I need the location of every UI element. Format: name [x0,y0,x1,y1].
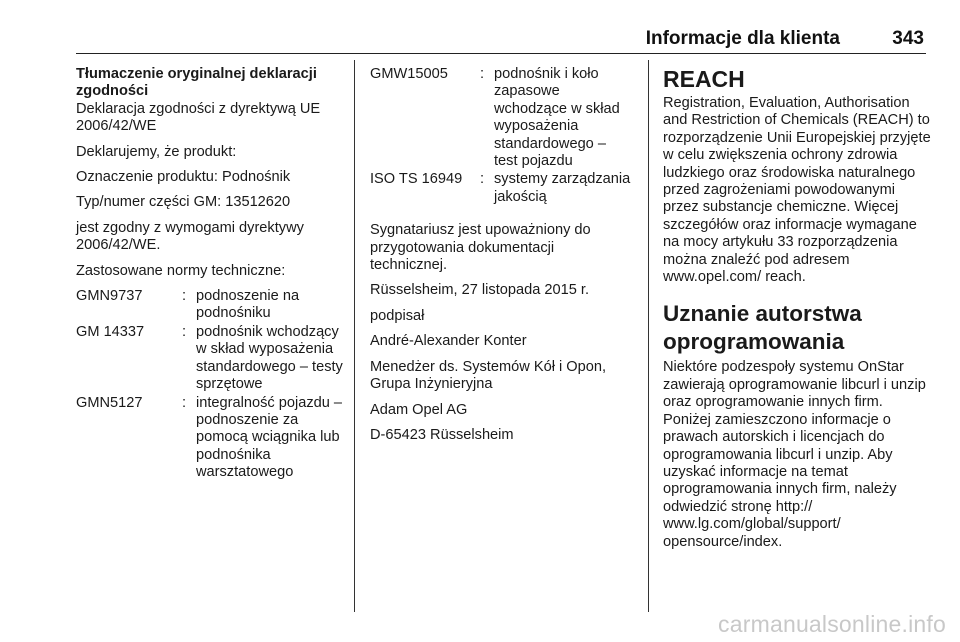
standard-code: GM 14337 [76,323,145,340]
standard-row [76,288,348,323]
directive-intro: Deklaracja zgodności z dyrektywą UE 2006/42/WE [76,100,321,135]
standard-code: GMN9737 [76,288,143,305]
part-number: Typ/numer części GM: 13512620 [76,194,291,211]
standard-row [370,66,632,170]
standards-label: Zastosowane normy techniczne: [76,262,286,279]
colon: : [480,66,485,82]
column-divider-2 [648,60,649,612]
standard-code: ISO TS 16949 [370,171,463,188]
signer-role: Menedżer ds. Systemów Kół i Opon, Grupa Inżynieryjna [370,358,607,393]
standard-desc: podnośnik wchodzący w skład wyposażenia standardowego – testy sprzętowe [196,323,343,393]
standard-row [76,395,348,482]
column-divider-1 [354,60,355,612]
colon: : [480,171,485,188]
software-text: Niektóre podzespoły systemu OnStar zawierają oprogramowanie libcurl i unzip oraz oprogramowanie innych firm. Poniżej zamieszczono informacje o prawach autorskich i licencjach do oprogramowania libcurl i unzip. Aby uzyskać informacje na temat oprogramowania innych firm, należy odwiedzić stronę http:// www.lg.com/global/support/ opensource/index. [663,359,926,550]
signatory-text: Sygnatariusz jest upoważniony do przygotowania dokumentacji technicznej. [370,222,591,274]
standard-code: GMW15005 [370,66,448,82]
signer-name: André-Alexander Konter [370,333,527,350]
column-declaration [76,66,348,483]
colon: : [182,394,187,411]
conformity-text: jest zgodny z wymogami dyrektywy 2006/42/WE. [76,219,304,254]
reach-text: Registration, Evaluation, Authorisation and Restriction of Chemicals (REACH) to rozporządzenie Unii Europejskiej przyjęte w celu zwiększenia ochrony zdrowia ludzkiego oraz środowiska naturalnego przed zagrożeniami powodowanymi przez substancje chemiczne. Więcej szczegółów oraz informacje wymagane na mocy artykułu 33 rozporządzenia można znaleźć pod adresem www.opel.com/ reach. [663,95,931,286]
page-number: 343 [892,28,924,49]
standard-row [370,171,632,206]
declare-text: Deklarujemy, że produkt: [76,143,237,160]
place-date: Rüsselsheim, 27 listopada 2015 r. [370,282,590,299]
watermark: carmanualsonline.info [718,611,946,637]
colon: : [182,323,187,340]
standard-desc: podnośnik i koło zapasowe wchodzące w skład wyposażenia standardowego – test pojazdu [494,66,620,170]
standard-desc: podnoszenie na podnośniku [196,288,300,322]
column-reach-software [663,66,933,559]
header-divider [76,53,926,54]
reach-title: REACH [663,66,745,92]
software-title: Uznanie autorstwa oprogramowania [663,301,862,355]
company-name: Adam Opel AG [370,401,468,418]
product-designation: Oznaczenie produktu: Podnośnik [76,169,291,186]
declaration-heading: Tłumaczenie oryginalnej deklaracji zgodności [76,66,317,100]
column-signatory [370,66,632,452]
standard-desc: systemy zarządzania jakością [494,171,631,205]
signed-label: podpisał [370,307,425,324]
standard-row [76,324,348,394]
colon: : [182,288,187,305]
standard-desc: integralność pojazdu – podnoszenie za pomocą wciągnika lub podnośnika warsztatowego [196,394,343,481]
standard-code: GMN5127 [76,394,143,411]
company-address: D-65423 Rüsselsheim [370,426,514,443]
page-header-title: Informacje dla klienta [645,28,840,49]
